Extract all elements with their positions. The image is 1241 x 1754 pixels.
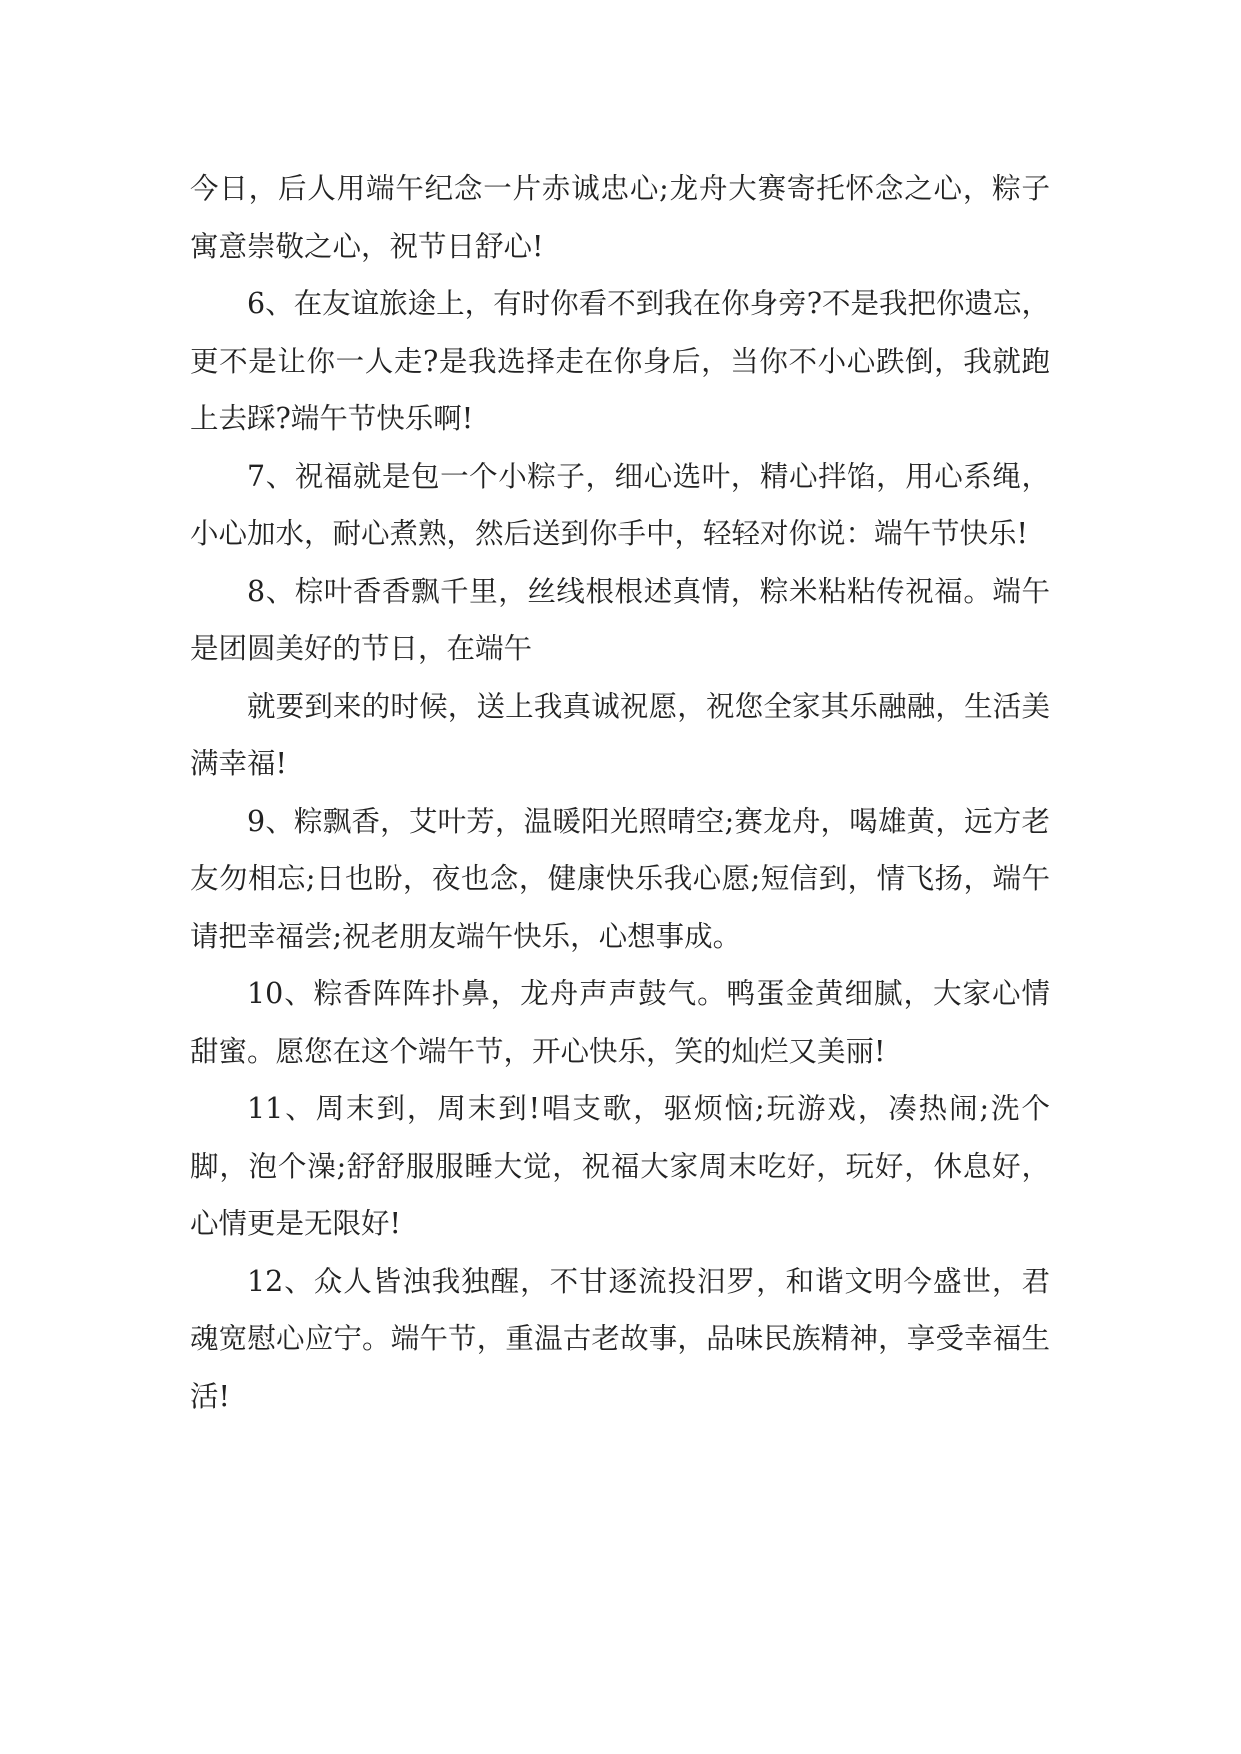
paragraph-intro: 今日，后人用端午纪念一片赤诚忠心;龙舟大赛寄托怀念之心，粽子寓意崇敬之心，祝节日舒心! bbox=[190, 172, 1050, 263]
document-body bbox=[190, 160, 1050, 1425]
paragraph-11: 11、周末到，周末到!唱支歌，驱烦恼;玩游戏，凑热闹;洗个脚，泡个澡;舒舒服服睡大觉，祝福大家周末吃好，玩好，休息好，心情更是无限好! bbox=[190, 1092, 1050, 1240]
paragraph-9: 9、粽飘香，艾叶芳，温暖阳光照晴空;赛龙舟，喝雄黄，远方老友勿相忘;日也盼，夜也念，健康快乐我心愿;短信到，情飞扬，端午请把幸福尝;祝老朋友端午快乐，心想事成。 bbox=[190, 804, 1050, 953]
paragraph-7: 7、祝福就是包一个小粽子，细心选叶，精心拌馅，用心系绳，小心加水，耐心煮熟，然后送到你手中，轻轻对你说：端午节快乐! bbox=[190, 459, 1050, 550]
paragraph-10: 10、粽香阵阵扑鼻，龙舟声声鼓气。鸭蛋金黄细腻，大家心情甜蜜。愿您在这个端午节，开心快乐，笑的灿烂又美丽! bbox=[190, 977, 1050, 1068]
paragraph-12: 12、众人皆浊我独醒，不甘逐流投汨罗，和谐文明今盛世，君魂宽慰心应宁。端午节，重温古老故事，品味民族精神，享受幸福生活! bbox=[190, 1264, 1050, 1413]
paragraph-8: 8、棕叶香香飘千里，丝线根根述真情，粽米粘粘传祝福。端午是团圆美好的节日，在端午 bbox=[190, 574, 1050, 665]
paragraph-8-continued: 就要到来的时候，送上我真诚祝愿，祝您全家其乐融融，生活美满幸福! bbox=[190, 689, 1050, 780]
paragraph-6: 6、在友谊旅途上，有时你看不到我在你身旁?不是我把你遗忘，更不是让你一人走?是我选择走在你身后，当你不小心跌倒，我就跑上去踩?端午节快乐啊! bbox=[190, 287, 1050, 435]
